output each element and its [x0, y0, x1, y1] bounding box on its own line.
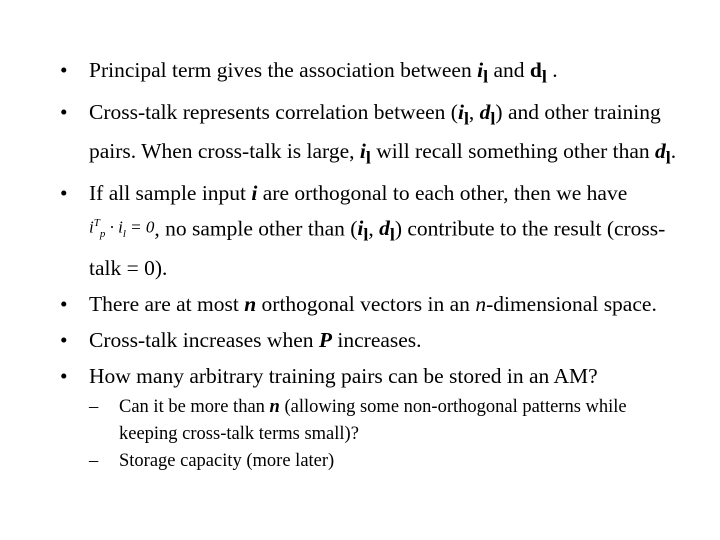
bullet-principal-term: • Principal term gives the association between $i_l$ and $d_l$ .	[60, 54, 680, 92]
bullet-at-most-n: • There are at most n orthogonal vectors in an n-dimensional space.	[60, 288, 680, 320]
sub-bullet-storage-capacity: – Storage capacity (more later)	[89, 448, 680, 475]
bullet-orthogonal: • If all sample input i are orthogonal to each other, then we have $i^T_p \cdot i_l = 0$, no sample other than ($i_l$, $d_l$) contribute to the result (cross-talk = 0).	[60, 177, 680, 284]
bullet-cross-talk: • Cross-talk represents correlation between ($i_l$, $d_l$) and other training pairs. When cross-talk is large, $i_l$ will recall something other than $d_l$.	[60, 96, 680, 173]
bullet-icon: •	[60, 327, 68, 352]
sub-bullet-more-than-n: – Can it be more than n (allowing some non-orthogonal patterns while keeping cross-talk terms small)?	[89, 394, 680, 448]
bullet-icon: •	[60, 100, 68, 125]
dash-icon: –	[89, 450, 99, 471]
bullet-icon: •	[60, 58, 68, 82]
dash-icon: –	[89, 396, 99, 417]
bullet-icon: •	[60, 180, 68, 205]
bullet-how-many: • How many arbitrary training pairs can be stored in an AM? – Can it be more than n (allowing some non-orthogonal patterns while keeping cross-talk terms small)? – Storage capacity (more later)	[60, 360, 680, 475]
bullet-list	[60, 54, 680, 479]
orthogonality-equation: $i^T_p \cdot i_l = 0$	[89, 216, 155, 240]
bullet-icon: •	[60, 291, 68, 316]
bullet-icon: •	[60, 363, 68, 388]
bullet-cross-talk-increases: • Cross-talk increases when P increases.	[60, 324, 680, 356]
sub-bullet-list	[89, 394, 680, 475]
